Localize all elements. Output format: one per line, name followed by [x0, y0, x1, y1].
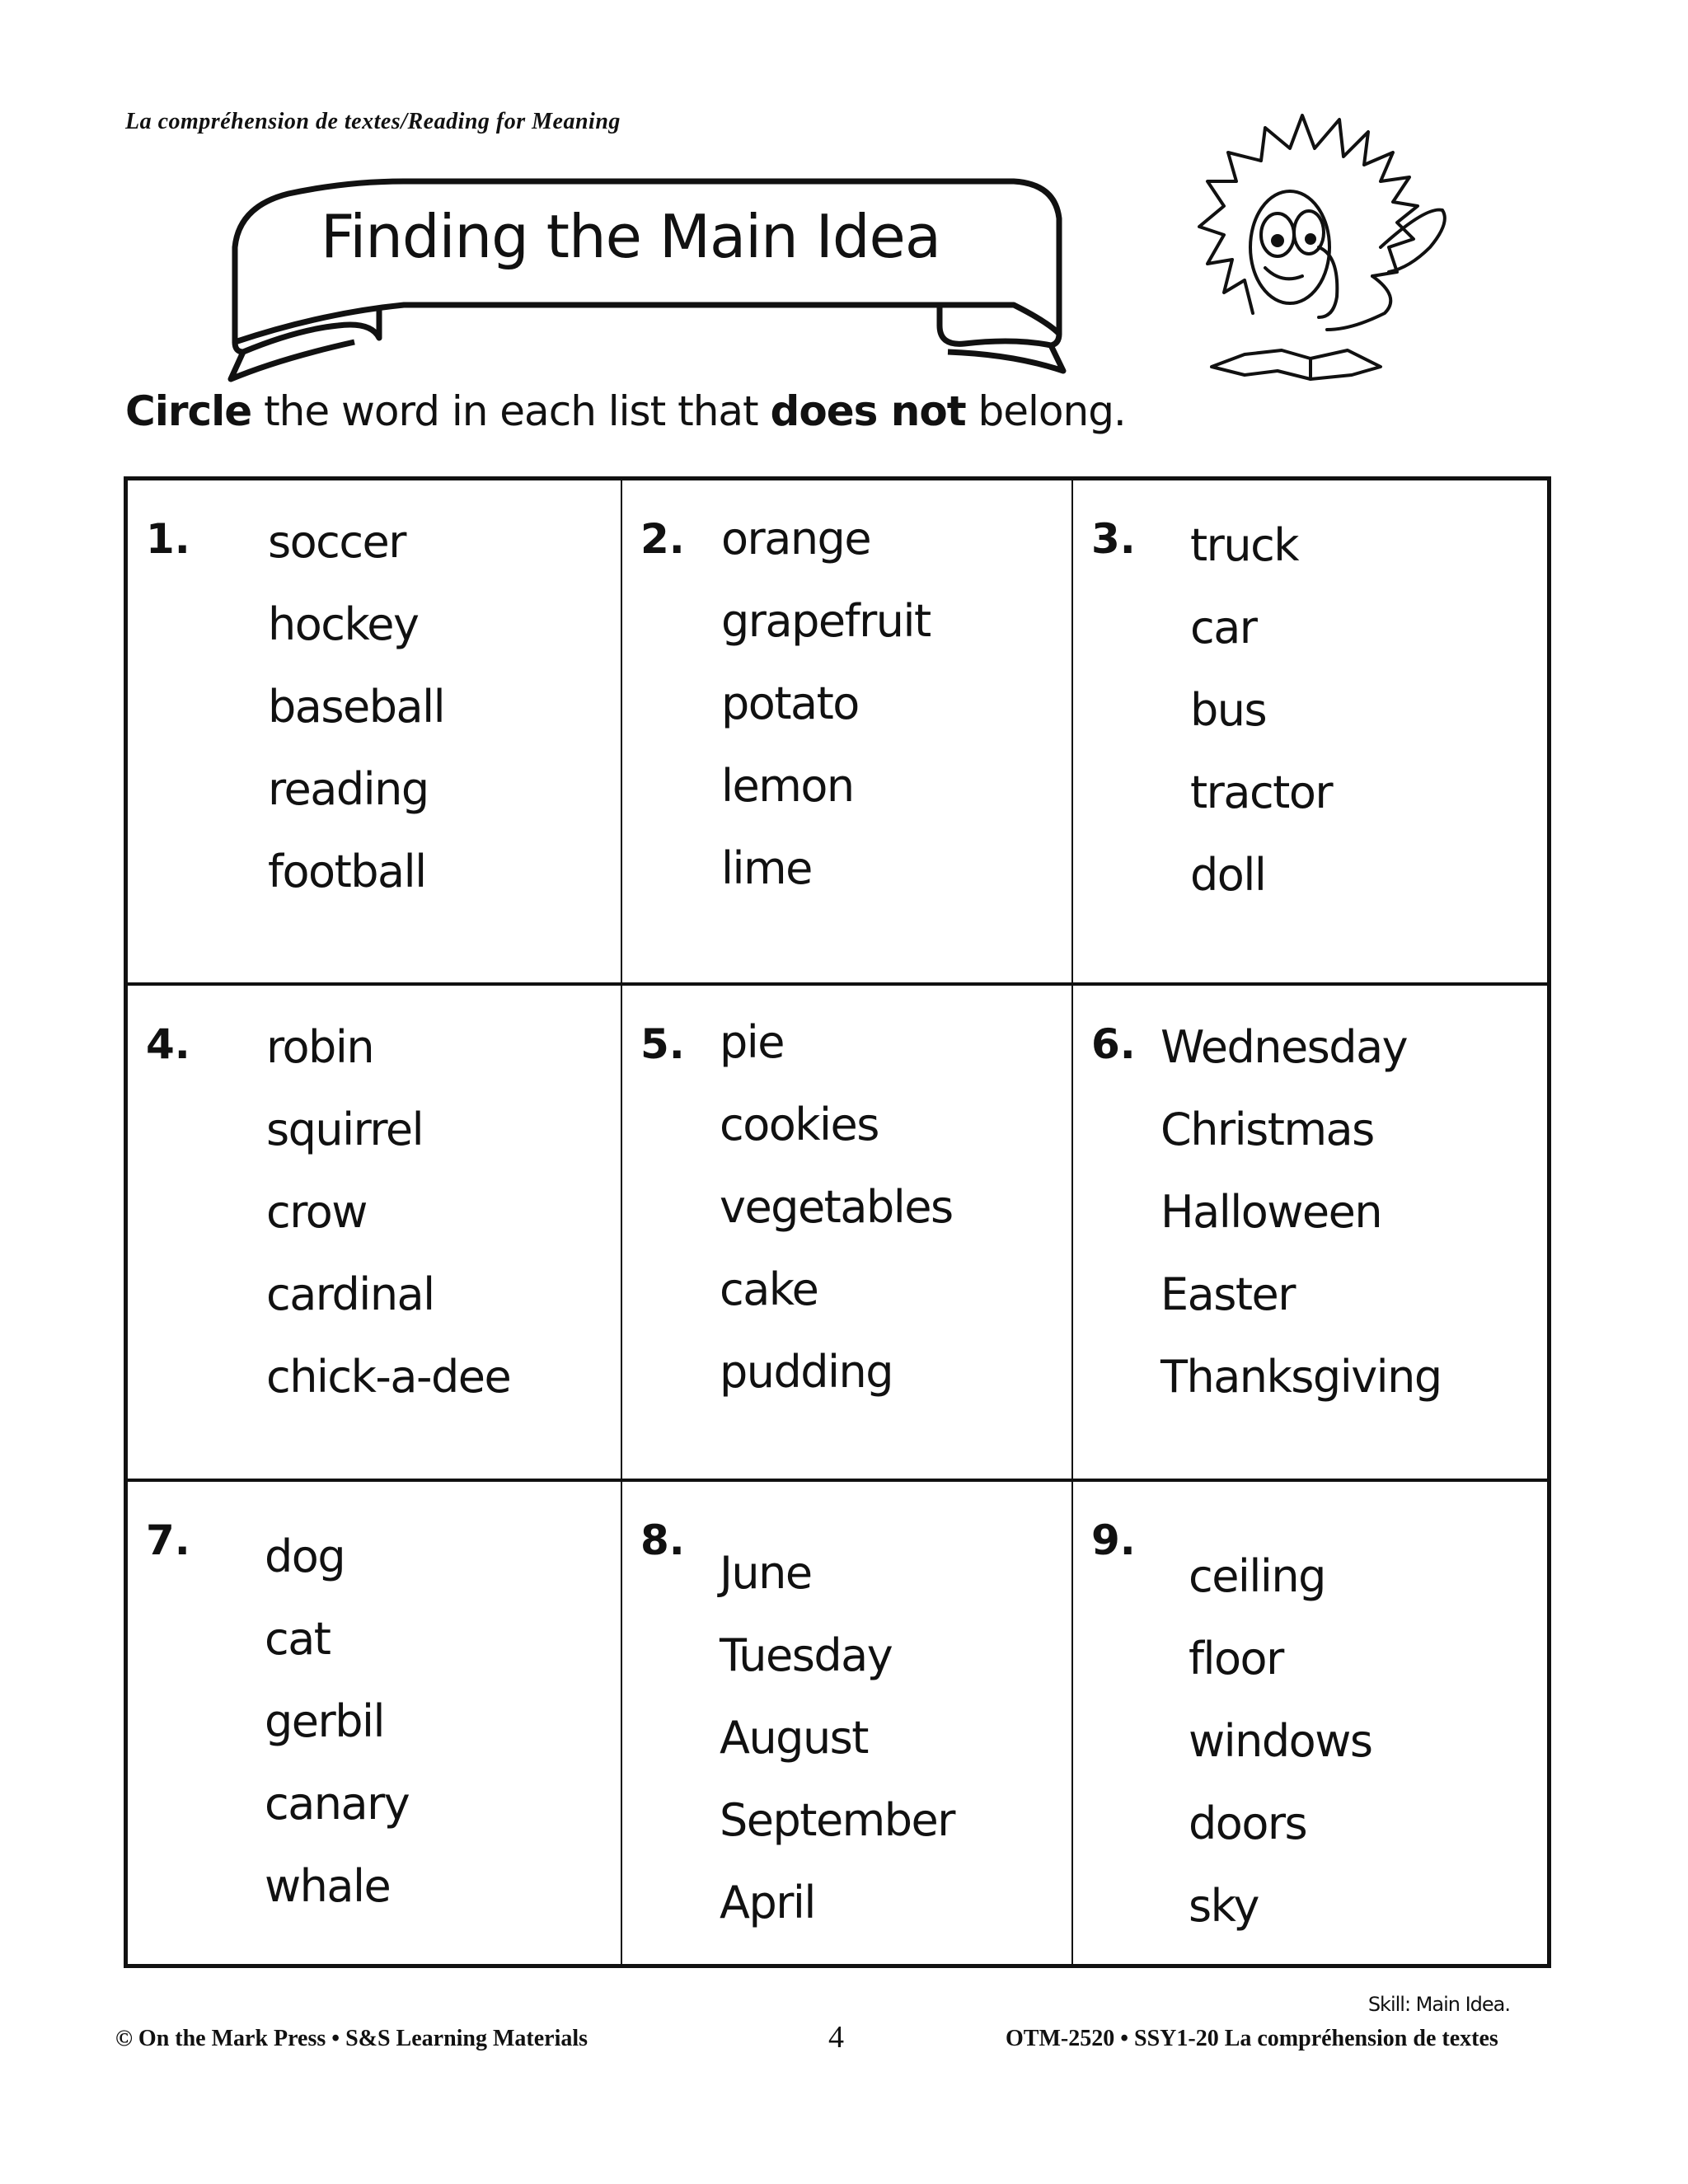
list-item[interactable]: car [1190, 602, 1257, 654]
list-item[interactable]: tractor [1190, 766, 1333, 818]
list-number: 9. [1091, 1516, 1136, 1564]
list-item[interactable]: truck [1190, 519, 1299, 571]
list-item[interactable]: doll [1190, 849, 1266, 901]
list-item[interactable]: April [720, 1877, 815, 1929]
list-item[interactable]: June [720, 1547, 812, 1599]
list-number: 1. [146, 515, 190, 563]
list-cell-4 [128, 986, 622, 1482]
instruction-text [125, 387, 1126, 435]
list-cell-9 [1073, 1482, 1547, 1964]
word-list [265, 1528, 409, 1940]
word-list [1190, 517, 1332, 929]
list-item[interactable]: bus [1190, 684, 1267, 736]
instruction-middle: the word in each list that [251, 387, 771, 435]
list-item[interactable]: cake [720, 1263, 818, 1315]
instruction-end: belong. [965, 387, 1126, 435]
list-item[interactable]: ceiling [1189, 1550, 1325, 1602]
list-item[interactable]: chick-a-dee [266, 1351, 511, 1403]
word-list [1160, 1019, 1442, 1431]
list-item[interactable]: September [720, 1794, 954, 1846]
list-cell-1 [128, 480, 622, 986]
list-cell-2 [622, 480, 1073, 986]
instruction-emphasis-does-not: does not [770, 387, 966, 435]
list-item[interactable]: orange [721, 513, 871, 565]
list-item[interactable]: canary [265, 1778, 410, 1830]
list-item[interactable]: sky [1189, 1880, 1259, 1932]
list-number: 6. [1091, 1020, 1136, 1068]
list-number: 5. [640, 1020, 685, 1068]
list-item[interactable]: pudding [720, 1346, 893, 1398]
series-title: La compréhension de textes/Reading for Meaning [125, 109, 621, 134]
list-item[interactable]: reading [268, 763, 429, 815]
word-list-grid [124, 476, 1551, 1968]
list-cell-8 [622, 1482, 1073, 1964]
list-item[interactable]: potato [721, 677, 859, 729]
mascot-reading-book-icon [1187, 82, 1467, 387]
list-item[interactable]: lime [721, 842, 812, 894]
list-item[interactable]: floor [1189, 1633, 1283, 1685]
page-number: 4 [828, 2020, 844, 2055]
list-item[interactable]: windows [1189, 1715, 1372, 1767]
word-list [266, 1019, 510, 1431]
list-item[interactable]: baseball [268, 681, 445, 733]
list-number: 7. [146, 1516, 190, 1564]
list-cell-3 [1073, 480, 1547, 986]
title-banner [223, 169, 1071, 383]
list-item[interactable]: whale [265, 1860, 391, 1912]
list-item[interactable]: Tuesday [720, 1629, 893, 1681]
list-number: 8. [640, 1516, 685, 1564]
list-item[interactable]: dog [265, 1530, 345, 1582]
word-list [720, 1544, 954, 1957]
list-number: 3. [1091, 515, 1136, 563]
list-item[interactable]: crow [266, 1186, 367, 1238]
list-item[interactable]: cardinal [266, 1268, 434, 1320]
list-item[interactable]: soccer [268, 516, 406, 568]
product-code: OTM-2520 • SSY1-20 La compréhension de textes [1006, 2026, 1498, 2051]
list-item[interactable]: cookies [720, 1099, 879, 1151]
list-item[interactable]: Christmas [1160, 1104, 1374, 1155]
list-item[interactable]: pie [720, 1016, 785, 1068]
list-item[interactable]: Thanksgiving [1160, 1351, 1442, 1403]
list-item[interactable]: robin [266, 1021, 374, 1073]
word-list [721, 510, 931, 922]
instruction-emphasis-circle: Circle [125, 387, 252, 435]
list-item[interactable]: Wednesday [1160, 1021, 1408, 1073]
list-item[interactable]: vegetables [720, 1181, 953, 1233]
list-item[interactable]: Easter [1160, 1268, 1295, 1320]
list-item[interactable]: lemon [721, 760, 854, 812]
list-item[interactable]: gerbil [265, 1695, 384, 1747]
list-item[interactable]: August [720, 1712, 868, 1764]
word-list [720, 1014, 953, 1426]
list-number: 4. [146, 1020, 190, 1068]
list-item[interactable]: hockey [268, 598, 419, 650]
list-cell-6 [1073, 986, 1547, 1482]
list-item[interactable]: doors [1189, 1797, 1307, 1849]
page-title: Finding the Main Idea [321, 202, 940, 271]
skill-label: Skill: Main Idea. [1367, 1993, 1510, 2016]
list-item[interactable]: grapefruit [721, 595, 931, 647]
list-item[interactable]: cat [265, 1613, 331, 1665]
word-list [1189, 1548, 1372, 1960]
list-item[interactable]: Halloween [1160, 1186, 1382, 1238]
word-list [268, 513, 444, 926]
list-number: 2. [640, 515, 685, 563]
list-item[interactable]: football [268, 846, 426, 898]
list-cell-7 [128, 1482, 622, 1964]
copyright-text: © On the Mark Press • S&S Learning Materials [115, 2026, 588, 2051]
list-cell-5 [622, 986, 1073, 1482]
list-item[interactable]: squirrel [266, 1104, 424, 1155]
ribbon-banner-icon [223, 169, 1071, 383]
